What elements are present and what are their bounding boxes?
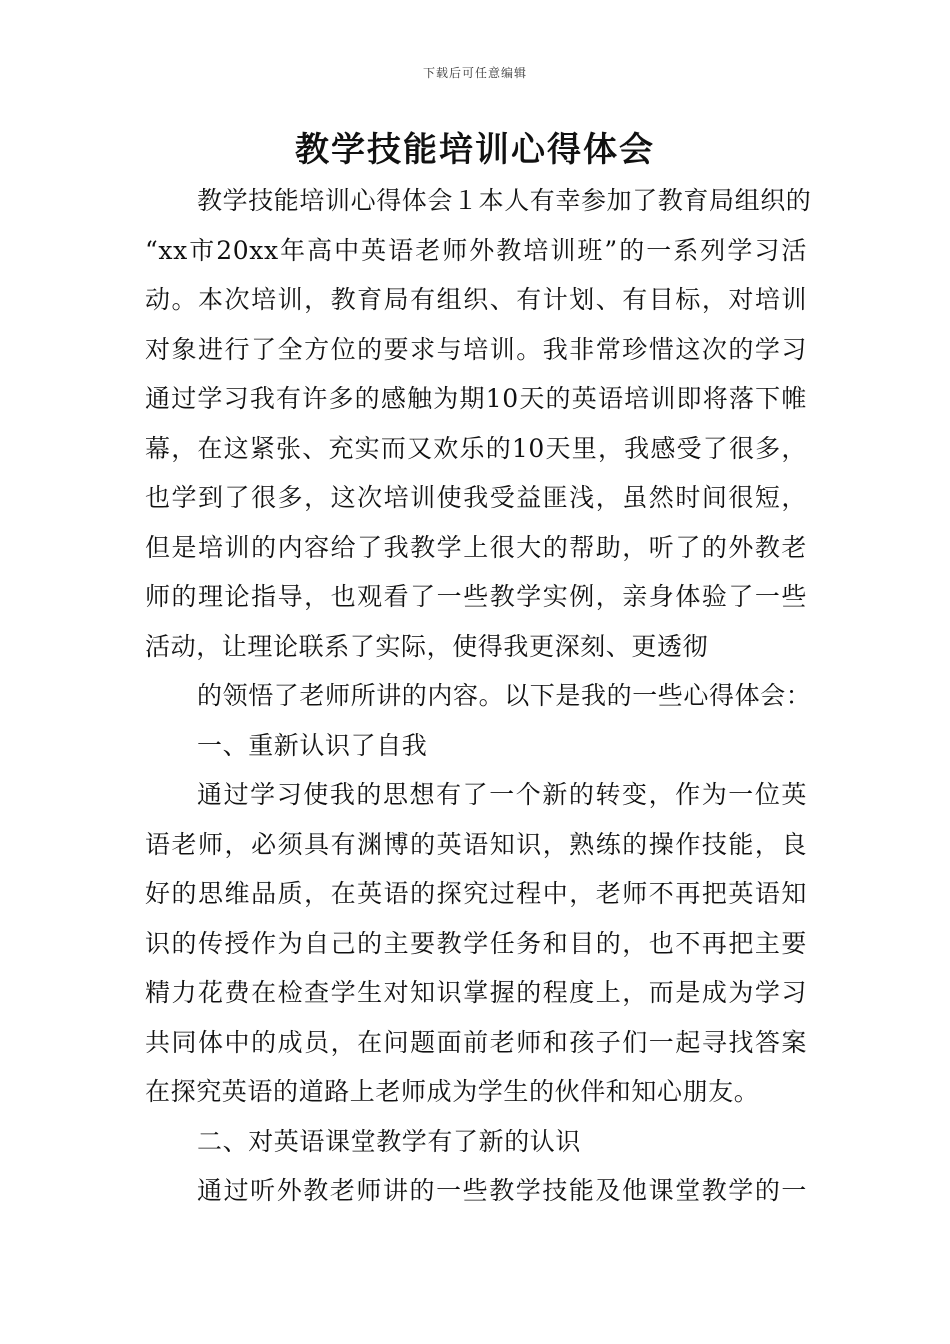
text-line: “xx市20xx年高中英语老师外教培训班”的一系列学习活 bbox=[145, 235, 807, 265]
text-line: 动。本次培训，教育局有组织、有计划、有目标，对培训 bbox=[145, 285, 807, 314]
text-line: 也学到了很多，这次培训使我受益匪浅，虽然时间很短， bbox=[145, 483, 807, 512]
text-line: 但是培训的内容给了我教学上很大的帮助，听了的外教老 bbox=[145, 532, 807, 562]
text-line: 在探究英语的道路上老师成为学生的伙伴和知心朋友。 bbox=[145, 1077, 760, 1106]
text-line: 二、对英语课堂教学有了新的认识 bbox=[197, 1126, 582, 1156]
text-line: 语老师，必须具有渊博的英语知识，熟练的操作技能，良 bbox=[145, 829, 807, 859]
text-line: 幕，在这紧张、充实而又欢乐的10天里，我感受了很多， bbox=[145, 433, 807, 463]
text-line: 通过学习使我的思想有了一个新的转变，作为一位英 bbox=[197, 780, 807, 809]
text-line: 教学技能培训心得体会１本人有幸参加了教育局组织的 bbox=[197, 186, 812, 215]
document-title: 教学技能培训心得体会 bbox=[295, 130, 655, 170]
text-line: 通过听外教老师讲的一些教学技能及他课堂教学的一 bbox=[197, 1176, 807, 1205]
text-line: 共同体中的成员，在问题面前老师和孩子们一起寻找答案 bbox=[145, 1027, 807, 1057]
document-body bbox=[145, 176, 812, 1216]
text-line: 师的理论指导，也观看了一些教学实例，亲身体验了一些 bbox=[145, 582, 807, 611]
text-line: 识的传授作为自己的主要教学任务和目的，也不再把主要 bbox=[145, 928, 807, 958]
text-line: 一、重新认识了自我 bbox=[197, 730, 428, 760]
text-line: 对象进行了全方位的要求与培训。我非常珍惜这次的学习 bbox=[145, 334, 807, 364]
text-line: 好的思维品质，在英语的探究过程中，老师不再把英语知 bbox=[145, 879, 807, 908]
text-line: 活动，让理论联系了实际，使得我更深刻、更透彻 bbox=[145, 631, 709, 661]
header-note: 下载后可任意编辑 bbox=[422, 66, 527, 80]
text-line: 精力花费在检查学生对知识掌握的程度上，而是成为学习 bbox=[145, 978, 807, 1007]
text-line: 的领悟了老师所讲的内容。以下是我的一些心得体会： bbox=[197, 681, 812, 710]
text-line: 通过学习我有许多的感触为期10天的英语培训即将落下帷 bbox=[145, 384, 807, 413]
